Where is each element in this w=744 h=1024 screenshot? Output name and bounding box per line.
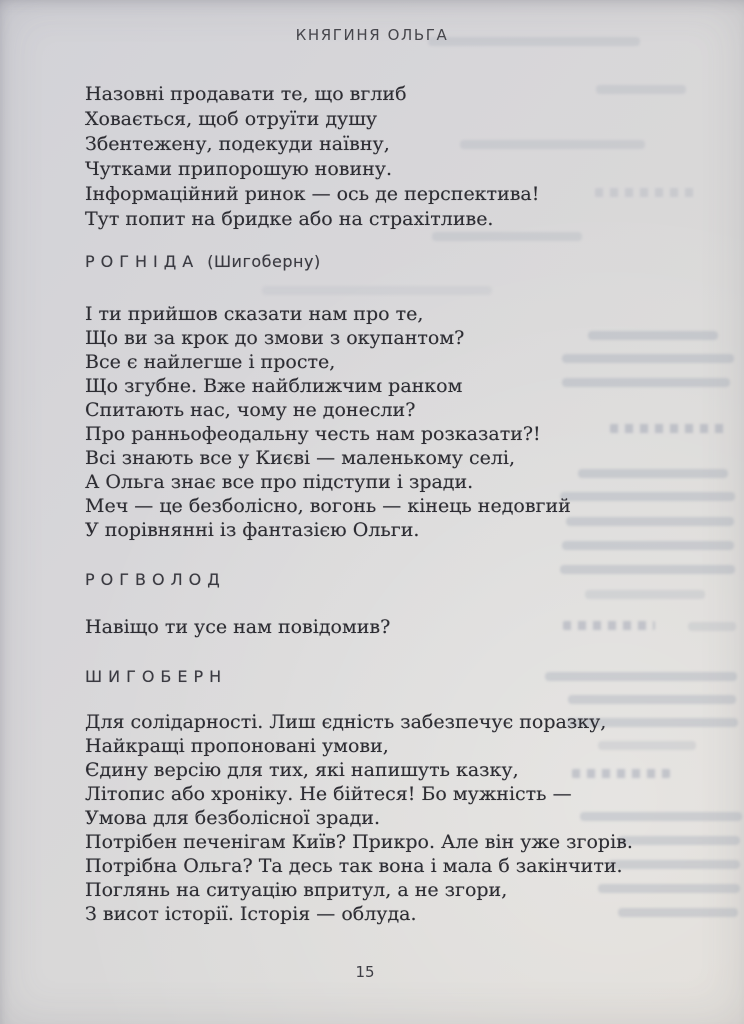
bleed-through-line — [262, 286, 492, 295]
verse-line: Поглянь на ситуацію впритул, а не згори, — [85, 879, 508, 901]
verse-line: І ти прийшов сказати нам про те, — [85, 303, 424, 325]
verse-line: Єдину версію для тих, які напишуть казку, — [85, 759, 519, 781]
verse-line: Меч — це безболісно, вогонь — кінець недовгий — [85, 495, 571, 517]
speaker-name: ШИГОБЕРН — [85, 667, 228, 686]
verse-line: Про ранньофеодальну честь нам розказати?! — [85, 423, 541, 445]
verse-line: Інформаційний ринок — ось де перспектива! — [85, 183, 540, 205]
bleed-through-line — [563, 621, 655, 630]
speaker-name: РОГНІДА — [85, 252, 200, 271]
bleed-through-line — [562, 541, 734, 550]
verse-line: Всі знають все у Києві — маленькому селі, — [85, 447, 516, 469]
bleed-through-line — [568, 695, 736, 704]
verse-line: Назовні продавати те, що вглиб — [85, 83, 407, 105]
bleed-through-line — [688, 622, 736, 631]
verse-line: А Ольга знає все про підступи і зради. — [85, 471, 474, 493]
bleed-through-line — [610, 424, 730, 433]
verse-line: Літопис або хроніку. Не бійтеся! Бо мужність — — [85, 783, 572, 805]
stanza — [85, 710, 633, 926]
speaker-name: РОГВОЛОД — [85, 570, 226, 589]
verse-line: Потрібен печенігам Київ? Прикро. Але він уже згорів. — [85, 831, 633, 853]
bleed-through-line — [618, 908, 738, 917]
verse-line: Чутками припорошую новину. — [85, 158, 393, 180]
verse-line: Що згубне. Вже найближчим ранком — [85, 375, 463, 397]
verse-line: Спитають нас, чому не донесли? — [85, 399, 416, 421]
bleed-through-line — [578, 469, 728, 478]
verse-line: Для солідарності. Лиш єдність забезпечує поразку, — [85, 711, 607, 733]
page-number: 15 — [355, 963, 375, 981]
bleed-through-line — [566, 517, 734, 526]
speaker-heading — [85, 664, 227, 689]
verse-line: Все є найлегше і просте, — [85, 351, 336, 373]
verse-line: Найкращі пропоновані умови, — [85, 735, 389, 757]
speaker-heading — [85, 249, 321, 274]
verse-line: Тут попит на бридке або на страхітливе. — [85, 208, 494, 230]
bleed-through-line — [618, 836, 740, 845]
verse-line: У порівнянні із фантазією Ольги. — [85, 519, 420, 541]
bleed-through-line — [595, 188, 695, 197]
bleed-through-line — [432, 232, 582, 241]
verse-line: Збентежену, подекуди наївну, — [85, 133, 390, 155]
speaker-heading — [85, 567, 226, 592]
bleed-through-line — [560, 492, 735, 501]
bleed-through-line — [588, 331, 718, 340]
verse-line: З висот історії. Історія — облуда. — [85, 903, 417, 925]
bleed-through-line — [562, 354, 734, 363]
verse-line: Що ви за крок до змови з окупантом? — [85, 327, 465, 349]
verse-line: Потрібна Ольга? Та десь так вона і мала б закінчити. — [85, 855, 623, 877]
stage-direction: (Шигоберну) — [207, 252, 321, 271]
stanza — [85, 302, 571, 542]
bleed-through-line — [545, 672, 737, 681]
bleed-through-line — [585, 590, 705, 599]
bleed-through-line — [560, 565, 735, 574]
stanza — [85, 615, 390, 639]
verse-line: Ховається, щоб отруїти душу — [85, 108, 378, 130]
bleed-through-line — [596, 85, 686, 94]
verse-line: Навіщо ти усе нам повідомив? — [85, 616, 391, 638]
bleed-through-line — [562, 378, 730, 387]
stanza — [85, 82, 539, 232]
verse-line: Умова для безболісної зради. — [85, 807, 380, 829]
running-header: КНЯГИНЯ ОЛЬГА — [295, 26, 449, 44]
